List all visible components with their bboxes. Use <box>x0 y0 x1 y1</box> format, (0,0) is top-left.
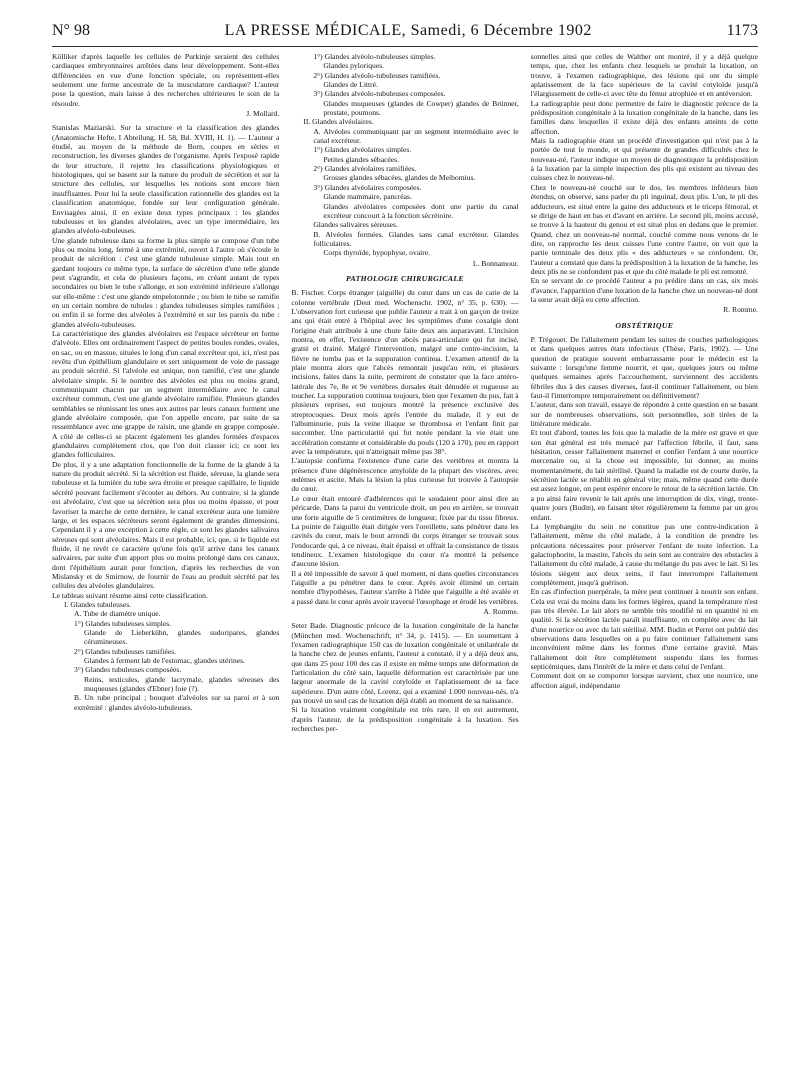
author-signature: L. Bonnamour. <box>472 258 519 268</box>
paragraph: L'autopsie confirma l'existence d'une carie des vertèbres et montra la présence d'une dégénérescence amyloïde de la plupart des viscères, avec œdèmes et ascite. Mais la lésion la plus curieuse fut trouvée à l'autopsie du cœur. <box>291 456 519 494</box>
paragraph: Glandes salivaires séreuses. <box>313 220 398 230</box>
paragraph: I. Glandes tubuleuses. <box>64 599 132 609</box>
paragraph: Il a été impossible de savoir à quel moment, ni dans quelles circonstances l'aiguille a pu pénétrer dans le cœur. Après avoir éliminé un certain nombre d'hypothèses, l'auteur s'arrête à l'idée que l'aiguille a été avalée et a passé dans le cœur après avoir traversé l'œsophage et érodé les vertèbres. <box>291 568 519 606</box>
paragraph: En cas d'infection puerpérale, la mère peut continuer à nourrir son enfant. Cela est vrai du moins dans les formes légères, quand la température n'est pas très élevée. Le lait alors ne semble très modifié ni en quantité ni en qualité. Si la sécrétion lactée paraît insuffisante, on complète avec du lait d'une nourrice ou avec du lait stérilisé. MM. Budin et Perret ont publié des observations dans lesquelles on a pu faire continuer l'allaitement sans inconvénient même dans les formes d'une certaine gravité. Mais l'allaitement doit être complètement suspendu dans les formes septicémiques, dans l'intérêt de la mère et dans celui de l'enfant. <box>530 587 758 671</box>
paragraph: Glandes muqueuses (glandes de Cowper) glandes de Brünner, prostate, poumons. <box>323 98 519 118</box>
paragraph: Glandes de Littré. <box>323 80 378 90</box>
paragraph: Stanislas Maziarski. Sur la structure et la classification des glandes (Anatomische Hefte, I Abteilung, H. 58, Bd. XVIII, H. 1). — L'auteur a étudié, au moyen de la méthode de Born, coupes en séries et reconstruction, les diverses glandes de l'organisme. Après l'exposé rapide de leur structure, il rejette les classifications physiologiques et histologiques, qui se basent sur la nature du produit de sécrétion et sur la structure des cellules, sur lesquelles les notions sont encore bien insuffisantes. Pour lui la seule classification rationnelle des glandes est la classification anatomique, fondée sur leur configuration générale. Envisagées ainsi, il en existe deux types principaux : les glandes tubuleuses et les glandes alvéolaires, avec un type intermédiaire, les glandes alvéolo-tubuleuses. <box>52 123 280 236</box>
paragraph: 2°) Glandes tubuleuses ramifiées. <box>74 646 177 656</box>
paragraph: B. Un tube principal ; bouquet d'alvéoles sur sa paroi et à son extrémité : glandes alvéolo-tubuleuses. <box>74 693 280 712</box>
paragraph: Et tout d'abord, toutes les fois que la maladie de la mère est grave et que son état général est très menacé par l'affection fébrile, il faut, sans hésitation, cesser l'allaitement maternel et confier l'enfant à une nourrice mercenaire ou, si la chose est impossible, lui donner, au moins momentanément, du lait stérilisé. Quand la maladie est de courte durée, la sécrétion lactée se rétablit en général vite; mais, même quand cette durée est assez longue, on peut espérer encore le retour de la sécrétion lactée. On a pu ainsi faire revenir le lait après une interruption de dix, vingt, trente-quatre jours (Budin), en faisant téter régulièrement la femme par un gros enfant. <box>530 428 758 522</box>
paragraph: II. Glandes alvéolaires. <box>303 117 374 127</box>
paragraph: 1°) Glandes alvéolaires simples. <box>313 145 412 155</box>
paragraph: Grosses glandes sébacées, glandes de Meibomius. <box>323 173 476 183</box>
paragraph: De plus, il y a une adaptation fonctionnelle de la forme de la glande à la nature du produit sécrété. Si la sécrétion est fluide, séreuse, la glande sera tubuleuse et la lumière du tube sera étroite et presque capillaire, le liquide sécrété pouvant facilement s'écouler au dehors. Au contraire, si la glande est alvéolaire, c'est que sa sécrétion sera plus ou moins épaisse, et pour favoriser la marche de cette dernière, le canal excréteur aura une lumière large, et les espaces sécréteurs seront également de grandes dimensions. Cependant il y a une exception à cette règle, ce sont les glandes salivaires séreuses qui sont alvéolaires. Mais il est probable, ici, que, si le liquide est fluide, il ne revêt ce caractère qu'une fois qu'il arrive dans les canaux salivaires, par suite d'un apport plus ou moins prolongé dans ces canaux, dont l'épithélium aurait pour fonction, d'après les recherches de von Mislansky et de Smirnow, de fournir de l'eau au produit sécrété par les cellules des alvéoles glandulaires. <box>52 459 280 591</box>
paragraph: Glandes alvéolaires composées dont une partie du canal excréteur concourt à la fonction sécrétoire. <box>323 201 519 220</box>
column-2 <box>291 52 518 1072</box>
paragraph: Glandes pyloriques. <box>323 61 385 71</box>
text-columns <box>52 52 758 1072</box>
issue-number: N° 98 <box>52 22 90 39</box>
section-heading: PATHOLOGIE CHIRURGICALE <box>346 273 464 283</box>
paragraph: Chez le nouveau-né couché sur le dos, les membres inférieurs bien étendus, on observe, sans parler du pli inguinal, deux plis. L'un, le pli des adducteurs, est situé entre la gaine des adducteurs et le triceps fémoral, et se dirige de haut en bas et d'avant en arrière. Le second pli, moins accusé, se trouve à la hauteur du genou et est situé plus en dedans que le premier. Quand, chez un nouveau-né normal, couché comme nous venons de le dire, on rapproche les deux cuisses l'une contre l'autre, on voit que la partie terminale des deux plis « des adducteurs » se confondent. Or, l'auteur a constaté que dans la prédisposition à la luxation de la hanche, les deux plis ne se confondent pas et que du côté malade le pli est remonté. <box>530 182 758 276</box>
paragraph: 1°) Glandes tubuleuses simples. <box>74 618 172 628</box>
paragraph: 3°) Glandes alvéolaires composées. <box>313 182 422 192</box>
paragraph: A. Alvéoles communiquant par un segment intermédiaire avec le canal excréteur. <box>313 126 519 146</box>
section-heading: OBSTÉTRIQUE <box>615 320 674 330</box>
paragraph: 2°) Glandes alvéolo-tubuleuses ramifiées. <box>313 70 441 80</box>
paragraph: 1°) Glandes alvéolo-tubuleuses simples. <box>313 52 436 61</box>
paragraph: Comment doit on se comporter lorsque survient, chez une nourrice, une affection aiguë, indépendante <box>530 671 758 690</box>
paragraph: La radiographie peut donc permettre de faire le diagnostic précoce de la prédisposition congénitale à la luxation congénitale de la hanche, dans les familles dans lesquelles il existe déjà des enfants atteints de cette affection. <box>530 98 758 136</box>
paragraph: Le cœur était entouré d'adhérences qui le soudaient pour ainsi dire au péricarde. Dans la paroi du ventricule droit, un peu en arrière, se trouvait une forte aiguille de 5 centimètres de longueur, fixée par du tissu fibreux. La pointe de l'aiguille était dirigée vers l'oreillette, sans pénétrer dans les cavités du cœur, mais le bout arrondi du corps étranger se trouvait sous l'endocarde qui, à ce niveau, était épaissi et offrait la consistance de tissus tendineux. L'examen histologique du cœur n'a montré la présence d'aucune lésion. <box>291 493 519 569</box>
author-signature: J. Mollard. <box>246 109 280 119</box>
paragraph: Reins, testicules, glande lacrymale, glandes séreuses des muqueuses (glandes d'Ebner) foie (?). <box>84 674 280 694</box>
paragraph: 2°) Glandes alvéolaires ramifiées. <box>313 164 417 174</box>
paragraph: Si la luxation vraiment congénitale est très rare, il en est autrement, d'après l'auteur, de la prédisposition congénitale à la luxation. Ses recherches per- <box>291 705 519 734</box>
author-signature: R. Romme. <box>723 305 758 315</box>
paragraph: Corps thyroïde, hypophyse, ovaire. <box>323 248 431 258</box>
paragraph: La caractéristique des glandes alvéolaires est l'espace sécréteur en forme d'alvéole. Elles ont ordinairement l'aspect de petites boules rondes, ovales, en sac, ou en massue, situées le long d'un canal excréteur qui, ici, n'est pas revêtu d'un épithélium glandulaire et sert uniquement de voie de passage au produit sécrété. Si l'alvéole est unique, non ramifié, c'est une glande alvéolaire simple. Si le nombre des alvéoles est plus ou moins grand, communiquant chacun par un segment intermédiaire avec le canal excréteur commun, c'est une glande alvéolaire ramifiée. Plusieurs glandes semblables se réunissant les unes aux autres par leurs canaux forment une glande alvéolaire composée, que l'on appelle encore, par suite de sa ressemblance avec une grappe de raisin, une glande en grappe composée. A côté de celles-ci se placent également les glandes formées d'espaces glandulaires complètement clos, que l'on doit classer ici; ce sont les glandes folliculaires. <box>52 328 280 460</box>
paragraph: En se servant de ce procédé l'auteur a pu prédire dans un cas, six mois d'avance, l'apparition d'une luxation de la hanche chez un nouveau-né dont la sœur avait déjà eu cette affection. <box>530 276 758 304</box>
author-signature: A. Romme. <box>483 606 519 616</box>
paragraph: Kölliker d'après laquelle les cellules de Purkinje seraient des cellules cardiaques embryonnaires arrêtées dans leur développement. Sont-elles différenciées en vue d'une fonction spéciale, ou représentent-elles seulement une forme ancestrale de la musculature cardiaque? L'auteur pose la question, mais laisse à des recherches ultérieures le soin de la résoudre. <box>52 52 280 108</box>
paragraph: Une glande tubuleuse dans sa forme la plus simple se compose d'un tube plus ou moins long, fermé à une extrémité, ouvert à l'autre où s'écoule le produit de sécrétion : c'est une glande tubuleuse simple. Mais tout en gardant toujours ce même type, la surface de sécrétion d'une telle glande peut s'agrandir, et cela de plusieurs façons, en créant autant de types secondaires ou bien le tube s'allonge, et son extrémité inférieure s'allonge sur elle-même : c'est une glande empelotonnée ; ou bien le tube se ramifie en un certain nombre de tubules : glandes tubuleuses simples ramifiées ; ou enfin il se forme des alvéoles à l'extrémité et sur les parois du tube : glandes alvéolo-tubuleuses. <box>52 235 280 329</box>
paragraph: Seter Bade. Diagnostic précoce de la luxation congénitale de la hanche (München med. Wochenschrift, n° 34, p. 1415). — En soumettant à l'examen radiographique 150 cas de luxation congénitale et unilatérale de la hanche chez de jeunes enfants, l'auteur a constaté, il y a déjà deux ans, que dans 25 pour 100 des cas il existe en même temps une déformation de l'articulation du côté sain, laquelle déformation est caractérisée par une largeur anormale de la cavité cotyloïde et l'aplatissement de sa face supérieure. D'un autre côté, Lorenz, qui a examiné 1.000 nouveau-nés, n'a pas trouvé un seul cas de luxation déjà établi au moment de sa naissance. <box>291 621 519 706</box>
paragraph: 3°) Glandes tubuleuses composées. <box>74 665 182 675</box>
paragraph: Glande de Lieberkühn, glandes sudoripares, glandes cérumineuses. <box>84 627 280 647</box>
page-header <box>52 22 758 47</box>
page-number: 1173 <box>726 22 758 39</box>
journal-title: LA PRESSE MÉDICALE, Samedi, 6 Décembre 1902 <box>224 22 592 39</box>
paragraph: B. Fischer. Corps étranger (aiguille) du cœur dans un cas de carie de la colonne vertébrale (Deut med. Wochenschr. 1902, n° 35, p. 630). — L'observation fort curieuse que publie l'auteur a trait à un garçon de treize ans qui était entré à l'hôpital avec les symptômes d'une coxalgie dont l'origine était attribuée à une chute faite deux ans auparavant. L'incision montra, en effet, l'existence d'un abcès para-articulaire qui fut incisé, gratté et drainé. Malgré l'intervention, malgré une contre-incision, la fièvre ne tomba pas et la suppuration continua. L'examen attentif de la plaie montra alors que l'abcès remontait jusqu'au rein, et plusieurs incisions, faites dans la suite, permirent de constater que la face antéro-latérale des 7e, 8e et 9e vertèbres dorsales était dénudée et rugueuse au toucher. La suppuration continua toujours, bien que l'examen du pus, fait à plusieurs reprises, eut toujours montré la présence exclusive des streptocoques. Deux mois après l'entrée du malade, il y eut de l'albuminurie, puis la veine iliaque se thrombosa et l'enfant finit par succomber. Une particularité qui fut notée pendant la vie était une accélération constante et considérable du pouls (120 à 170), peu en rapport avec la température, qui n'atteignait même pas 38°. <box>291 288 519 457</box>
column-3 <box>531 52 758 1072</box>
paragraph: Petites glandes sébacées. <box>323 154 400 164</box>
column-1 <box>52 52 279 1072</box>
paragraph: Le tableau suivant résume ainsi cette classification. <box>52 590 208 600</box>
paragraph: A. Tube de diamètre unique. <box>74 609 161 619</box>
paragraph: B. Alvéoles fermées. Glandes sans canal excréteur. Glandes folliculaires. <box>313 229 519 248</box>
paragraph: sonnelles ainsi que celles de Walther ont montré, il y a déjà quelque temps, que, chez les enfants chez lesquels se produit la luxation, on trouve, à l'examen radiographique, des lésions qui ont du simple aplatissement de la face supérieure de la cavité cotyloïde jusqu'à l'élargissement de celle-ci avec tête du fémur atrophiée et en antéversion. <box>530 52 758 99</box>
paragraph: 3°) Glandes alvéolo-tubuleuses composées. <box>313 89 446 99</box>
paragraph: La lymphangite du sein ne constitue pas une contre-indication à l'allaitement, même du côté malade, à la condition de prendre les précautions nécessaires pour préserver l'enfant de toute infection. La galactophorite, la mastite, l'abcès du sein sont au contraire des obstacles à l'allaitement du côté malade, à cause du mélange du pus avec le lait. Si les lésions siègent aux deux seins, il faut interrompre l'allaitement complètement, jusqu'à guérison. <box>530 521 758 587</box>
paragraph: Mais la radiographie étant un procédé d'investigation qui n'est pas à la portée de tout le monde, et qui présente de grandes difficultés chez le nouveau-né, l'auteur indique un moyen de diagnostiquer la prédisposition à la luxation par la simple inspection des plis qui existent au niveau des cuisses chez le nouveau-né. <box>530 136 758 183</box>
paragraph: P. Trégouet. De l'allaitement pendant les suites de couches pathologiques et dans quelques autres états infectieux (Thèse, Paris, 1902). — Une question de pratique souvent embarrassante pour le médecin est la suivante : lorsqu'une femme nourrit, et que, quelques jours ou même quelques semaines après l'accouchement, surviennent des accidents fébriles dus à des causes diverses, faut-il continuer l'allaitement, ou bien faut-il l'interrompre temporairement ou définitivement? <box>530 334 758 401</box>
paragraph: Glande mammaire, pancréas. <box>323 192 412 202</box>
paragraph: L'auteur, dans son travail, essaye de répondre à cette question en se basant sur de nombreuses observations, soit personnelles, soit tirées de la littérature médicale. <box>530 400 758 429</box>
paragraph: Glandes à ferment lab de l'estomac, glandes utérines. <box>84 656 245 665</box>
